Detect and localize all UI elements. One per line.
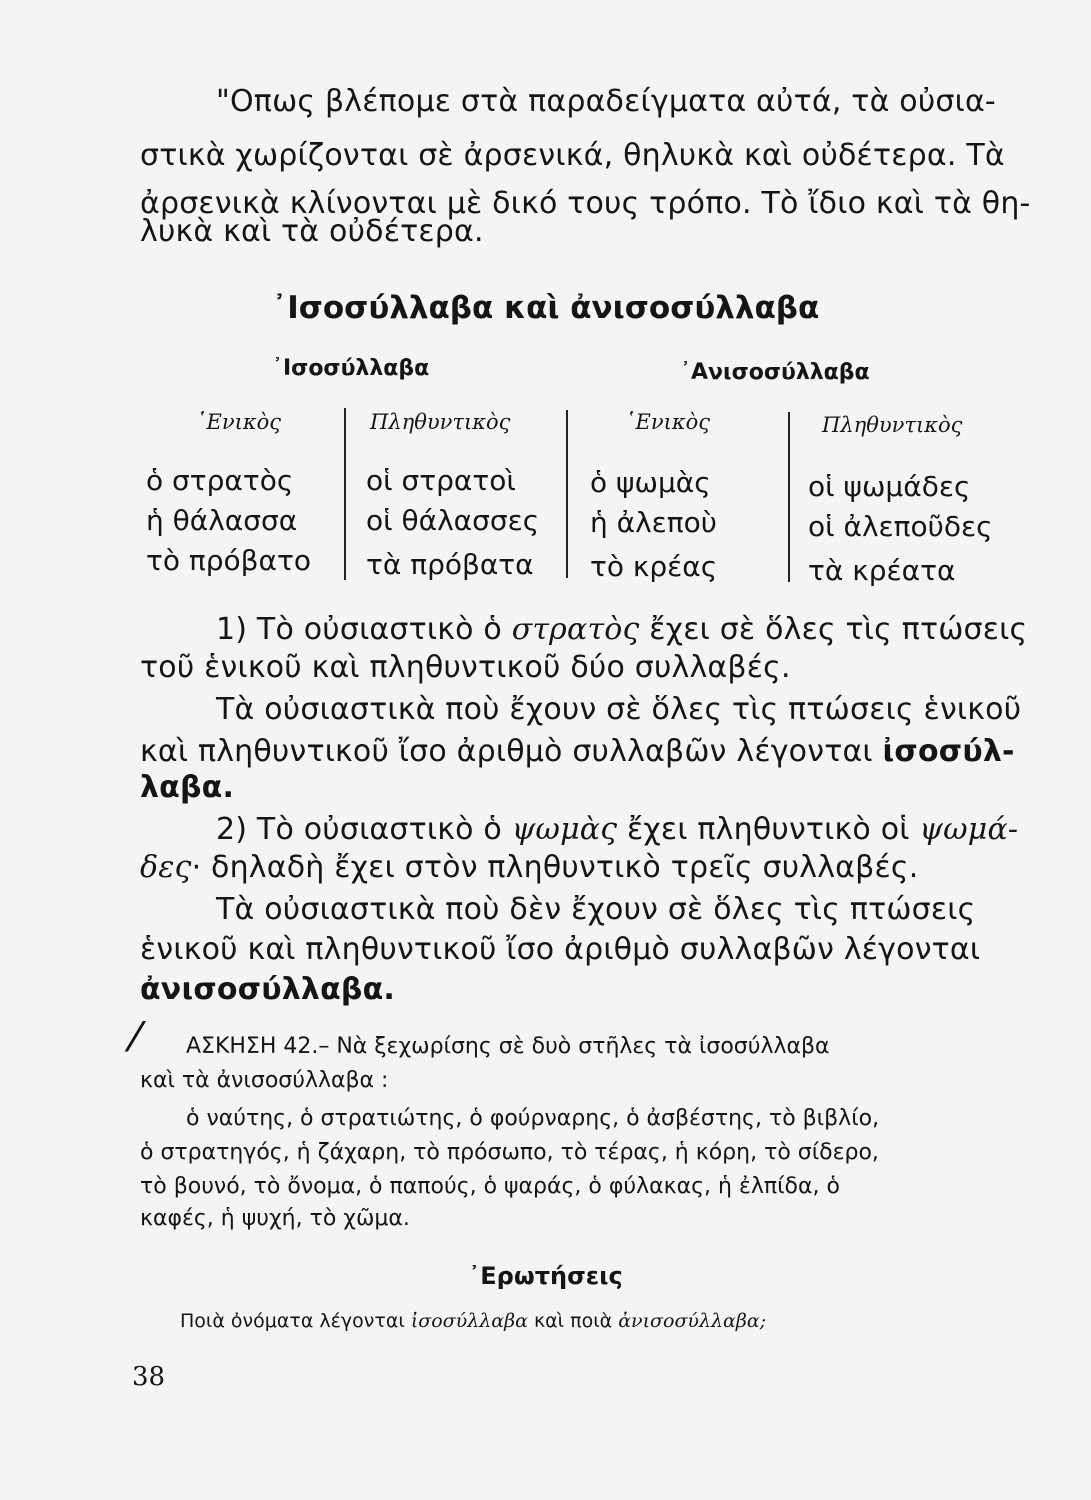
questions-title: ᾿Ερωτήσεις	[468, 1262, 623, 1290]
table-cell: τὸ κρέας	[590, 550, 718, 583]
table-cell: ὁ στρατὸς	[146, 464, 294, 497]
exercise-line-4: ὁ στρατηγός, ἡ ζάχαρη, τὸ πρόσωπο, τὸ τέρας, ἡ κόρη, τὸ σίδερο,	[140, 1140, 879, 1165]
rule1-line-2: τοῦ ἑνικοῦ καὶ πληθυντικοῦ δύο συλλαβές.	[140, 650, 791, 685]
rule2-example-plural-end: δες	[140, 850, 192, 885]
question-line	[180, 1310, 766, 1332]
table-cell: τὰ πρόβατα	[366, 548, 534, 581]
table-cell: οἱ ψωμάδες	[808, 470, 971, 503]
term-isosyllabic-end: λαβα.	[140, 770, 235, 805]
question-word-2: ἀνισοσύλλαβα;	[618, 1310, 767, 1332]
rule2-text: ἔχει πληθυντικὸ οἱ	[617, 812, 920, 847]
rule1-text: καὶ πληθυντικοῦ ἴσο ἀριθμὸ συλλαβῶν λέγονται	[140, 734, 883, 769]
table-cell: τὰ κρέατα	[808, 554, 956, 587]
rule2-text: 2) Τὸ οὐσιαστικὸ ὁ	[216, 812, 512, 847]
table-cell: ἡ θάλασσα	[146, 504, 298, 537]
table-cell: τὸ πρόβατο	[146, 544, 311, 577]
intro-line-3: ἀρσενικὰ κλίνονται μὲ δικό τους τρόπο. Τὸ ἴδιο καὶ τὰ θη-	[140, 186, 1031, 221]
exercise-line-1: ΑΣΚΗΣΗ 42.– Νὰ ξεχωρίσης σὲ δυὸ στῆλες τὰ ἰσοσύλλαβα	[186, 1034, 830, 1059]
heading-isosyllabic: ᾿Ισοσύλλαβα	[272, 356, 430, 381]
rule1-text: 1) Τὸ οὐσιαστικὸ ὁ	[216, 612, 512, 647]
rule2-line-1	[216, 812, 1018, 847]
pen-mark-icon: ⁄	[132, 1014, 139, 1061]
table-cell: οἱ στρατοὶ	[366, 464, 516, 497]
rule2-example-word: ψωμὰς	[511, 812, 618, 847]
intro-line-2: στικὰ χωρίζονται σὲ ἀρσενικά, θηλυκὰ καὶ οὐδέτερα. Τὰ	[140, 138, 1005, 173]
rule2-line-4: ἑνικοῦ καὶ πληθυντικοῦ ἴσο ἀριθμὸ συλλαβῶν λέγονται	[140, 932, 981, 967]
rule2-line-5	[140, 972, 395, 1007]
rule1-line-1	[216, 612, 1027, 647]
question-text: καὶ ποιὰ	[527, 1310, 619, 1332]
rule1-line-5	[140, 770, 234, 805]
rule2-line-2	[140, 850, 918, 885]
question-word-1: ἰσοσύλλαβα	[410, 1310, 528, 1332]
rule1-text: ἔχει σὲ ὅλες τὶς πτώσεις	[639, 612, 1028, 647]
exercise-line-2: καὶ τὰ ἀνισοσύλλαβα :	[140, 1068, 389, 1093]
col-singular-1: ῾Ενικὸς	[196, 410, 282, 434]
col-plural-1: Πληθυντικὸς	[370, 410, 511, 434]
table-cell: ἡ ἀλεποὺ	[590, 506, 717, 539]
exercise-line-3: ὁ ναύτης, ὁ στρατιώτης, ὁ φούρναρης, ὁ ἀσβέστης, τὸ βιβλίο,	[186, 1106, 880, 1131]
rule2-text: · δηλαδὴ ἔχει στὸν πληθυντικὸ τρεῖς συλλαβές.	[191, 850, 919, 885]
question-text: Ποιὰ ὀνόματα λέγονται	[180, 1310, 411, 1332]
term-anisosyllabic: ἀνισοσύλλαβα.	[140, 972, 395, 1007]
section-title: ᾿Ισοσύλλαβα καὶ ἀνισοσύλλαβα	[271, 290, 820, 326]
table-divider-2	[566, 410, 568, 578]
col-plural-2: Πληθυντικὸς	[822, 413, 963, 437]
page-number: 38	[132, 1362, 166, 1392]
table-divider-3	[788, 412, 790, 582]
rule2-example-plural: ψωμά-	[919, 812, 1019, 847]
term-isosyllabic: ἰσοσύλ-	[882, 734, 1015, 769]
intro-line-4: λυκὰ καὶ τὰ οὐδέτερα.	[140, 214, 484, 249]
rule1-line-4	[140, 734, 1015, 769]
table-cell: οἱ ἀλεποῦδες	[808, 510, 993, 543]
col-singular-2: ῾Ενικὸς	[625, 410, 711, 434]
heading-anisosyllabic: ᾿Ανισοσύλλαβα	[680, 360, 870, 385]
table-cell: οἱ θάλασσες	[366, 504, 540, 537]
exercise-line-6: καφές, ἡ ψυχή, τὸ χῶμα.	[140, 1206, 410, 1231]
rule1-example-word: στρατὸς	[511, 612, 640, 647]
table-cell: ὁ ψωμὰς	[590, 466, 711, 499]
table-divider-1	[344, 408, 346, 580]
intro-line-1: "Οπως βλέπομε στὰ παραδείγματα αὐτά, τὰ οὐσια-	[216, 84, 996, 119]
exercise-line-5: τὸ βουνό, τὸ ὄνομα, ὁ παπούς, ὁ ψαράς, ὁ φύλακας, ἡ ἐλπίδα, ὁ	[140, 1174, 840, 1199]
rule2-line-3: Τὰ οὐσιαστικὰ ποὺ δὲν ἔχουν σὲ ὅλες τὶς πτώσεις	[216, 892, 976, 927]
rule1-line-3: Τὰ οὐσιαστικὰ ποὺ ἔχουν σὲ ὅλες τὶς πτώσεις ἑνικοῦ	[216, 692, 1022, 727]
